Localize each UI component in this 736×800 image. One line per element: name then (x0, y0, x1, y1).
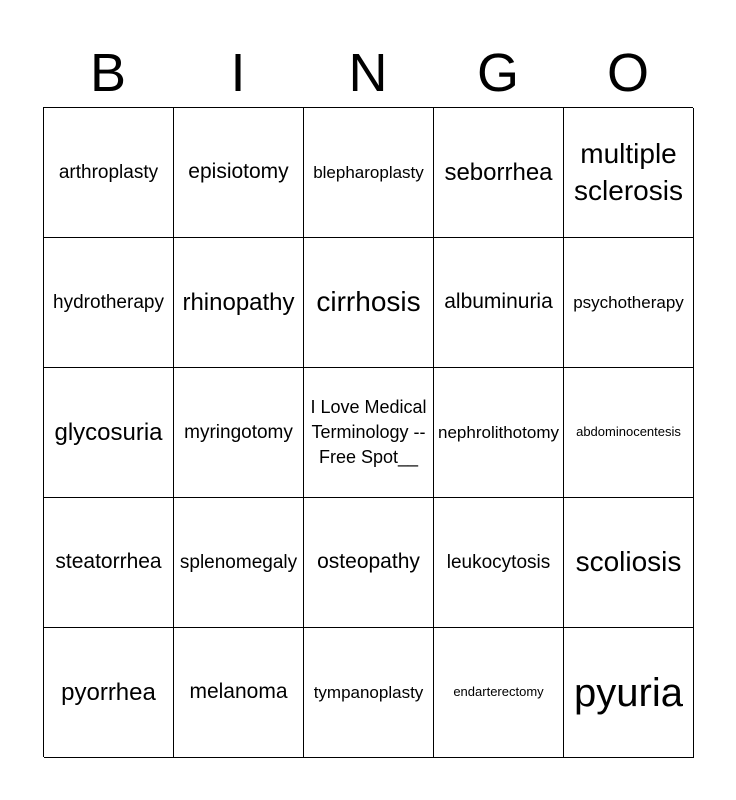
bingo-cell (44, 108, 174, 238)
bingo-cell (174, 238, 304, 368)
bingo-cell (44, 498, 174, 628)
cell-term: leukocytosis (446, 551, 551, 573)
bingo-cell (174, 628, 304, 758)
bingo-board (43, 107, 693, 757)
cell-term: rhinopathy (182, 288, 295, 316)
cell-term: nephrolithotomy (438, 422, 559, 442)
header-letter-i: I (230, 43, 246, 103)
free-space-cell (304, 368, 434, 498)
cell-term: cirrhosis (316, 286, 421, 318)
bingo-cell (304, 498, 434, 628)
header-letter-n: N (348, 43, 388, 103)
cell-term: seborrhea (444, 158, 553, 186)
bingo-cell (434, 368, 564, 498)
cell-term: arthroplasty (58, 161, 159, 183)
header-letter-g: G (476, 43, 519, 103)
cell-term: psychotherapy (573, 292, 684, 312)
bingo-cell (174, 108, 304, 238)
cell-term: blepharoplasty (313, 162, 424, 182)
cell-term: episiotomy (188, 160, 289, 184)
cell-term: glycosuria (54, 418, 163, 446)
cell-term: pyuria (574, 670, 683, 715)
bingo-cell (434, 238, 564, 368)
cell-term: endarterectomy (453, 684, 544, 700)
cell-term: hydrotherapy (53, 291, 164, 313)
bingo-cell (44, 628, 174, 758)
cell-term: osteopathy (317, 550, 420, 574)
bingo-header (43, 40, 693, 106)
bingo-cell (434, 108, 564, 238)
bingo-cell (564, 368, 694, 498)
bingo-cell (304, 238, 434, 368)
bingo-cell (44, 368, 174, 498)
cell-term: abdominocentesis (576, 424, 681, 440)
bingo-cell (434, 498, 564, 628)
cell-term: pyorrhea (61, 678, 156, 706)
bingo-cell (564, 238, 694, 368)
header-letter-o: O (606, 43, 649, 103)
free-space-text: I Love Medical Terminology --Free Spot__ (310, 397, 427, 467)
cell-term: tympanoplasty (313, 682, 424, 702)
cell-term: steatorrhea (55, 550, 162, 574)
header-letter-b: B (89, 43, 127, 103)
bingo-cell (44, 238, 174, 368)
bingo-cell (564, 108, 694, 238)
bingo-cell (174, 368, 304, 498)
bingo-cell (174, 498, 304, 628)
cell-term: myringotomy (184, 421, 293, 443)
cell-term: melanoma (189, 680, 288, 704)
bingo-cell (564, 498, 694, 628)
bingo-cell (304, 628, 434, 758)
cell-term: albuminuria (444, 290, 553, 314)
cell-term: splenomegaly (179, 551, 298, 573)
cell-term: scoliosis (575, 546, 682, 578)
cell-term: multiple sclerosis (574, 138, 683, 206)
bingo-cell (434, 628, 564, 758)
bingo-cell (304, 108, 434, 238)
bingo-cell (564, 628, 694, 758)
